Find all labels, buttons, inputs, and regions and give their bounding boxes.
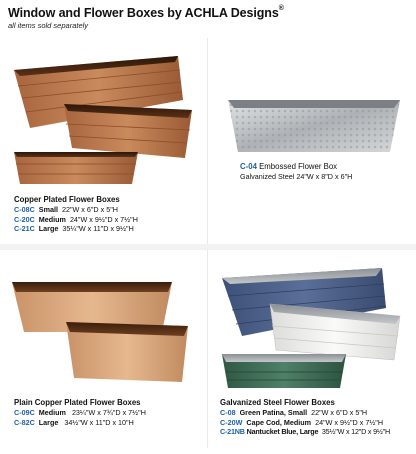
product-dims: 22"W x 6"D x 5"H bbox=[61, 205, 118, 214]
product-code: C-82C bbox=[14, 417, 35, 427]
product-dims: 22"W x 6"D x 5"H bbox=[311, 408, 368, 417]
embossed-dims: Galvanized Steel 24"W x 8"D x 6"H bbox=[240, 172, 353, 181]
header bbox=[8, 6, 408, 30]
trademark: ® bbox=[278, 5, 284, 12]
product-variant: Green Patina, Small bbox=[239, 408, 308, 417]
copper-plated-panel bbox=[14, 195, 138, 234]
copper-boxes-image bbox=[0, 40, 207, 190]
product-size: Large bbox=[38, 224, 59, 234]
copper-box-medium bbox=[64, 104, 192, 158]
product-dims: 24"W x 9½"D x 7½"H bbox=[69, 214, 138, 224]
product-code: C-08 bbox=[220, 408, 236, 417]
embossed-box bbox=[228, 100, 400, 152]
galvanized-boxes-image bbox=[218, 264, 408, 394]
plain-copper-panel bbox=[14, 398, 146, 427]
product-line bbox=[220, 427, 390, 437]
product-dims: 24"W x 9½"D x 7½"H bbox=[315, 417, 384, 427]
product-variant: Nantucket Blue, Large bbox=[246, 427, 319, 437]
cape-cod-white-box bbox=[270, 304, 400, 360]
product-code: C-20W bbox=[220, 417, 243, 427]
embossed-box-image bbox=[222, 96, 402, 156]
product-code: C-08C bbox=[14, 205, 35, 214]
copper-box-small bbox=[14, 152, 138, 184]
product-size: Small bbox=[38, 205, 58, 214]
product-line bbox=[14, 408, 146, 418]
plain-copper-title: Plain Copper Plated Flower Boxes bbox=[14, 398, 141, 407]
product-dims: 35¼"W x 11"D x 9½"H bbox=[62, 224, 134, 234]
product-dims: 23¼"W x 7¾"D x 7½"H bbox=[71, 408, 146, 417]
product-size: Medium bbox=[38, 214, 66, 224]
product-code: C-04 bbox=[240, 162, 257, 171]
product-variant: Cape Cod, Medium bbox=[246, 417, 312, 427]
product-size: Medium bbox=[38, 408, 66, 417]
product-code: C-21C bbox=[14, 224, 35, 234]
embossed-title: Embossed Flower Box bbox=[259, 162, 338, 171]
product-code: C-20C bbox=[14, 214, 35, 224]
page-title: Window and Flower Boxes by ACHLA Designs® bbox=[8, 5, 284, 20]
horizontal-divider bbox=[0, 244, 416, 250]
product-size: Large bbox=[38, 417, 59, 427]
product-line bbox=[14, 418, 146, 428]
page-subtitle: all items sold separately bbox=[8, 21, 89, 30]
product-line bbox=[220, 408, 390, 418]
copper-plated-title: Copper Plated Flower Boxes bbox=[14, 195, 120, 204]
product-dims: 34½"W x 11"D x 10"H bbox=[64, 417, 134, 427]
green-patina-box bbox=[222, 354, 346, 388]
galvanized-panel bbox=[220, 398, 390, 437]
product-line bbox=[14, 205, 138, 215]
product-line bbox=[14, 215, 138, 225]
embossed-panel bbox=[240, 162, 352, 182]
product-line bbox=[14, 224, 138, 234]
embossed-title-line bbox=[240, 162, 352, 172]
product-line bbox=[220, 418, 390, 428]
vertical-divider bbox=[207, 38, 208, 448]
galvanized-title: Galvanized Steel Flower Boxes bbox=[220, 398, 335, 407]
plain-copper-box-medium bbox=[66, 322, 188, 382]
plain-copper-boxes-image bbox=[0, 278, 207, 388]
product-dims: 35½"W x 12"D x 9½"H bbox=[321, 427, 391, 437]
product-code: C-21NB bbox=[220, 427, 245, 437]
product-code: C-09C bbox=[14, 408, 35, 417]
